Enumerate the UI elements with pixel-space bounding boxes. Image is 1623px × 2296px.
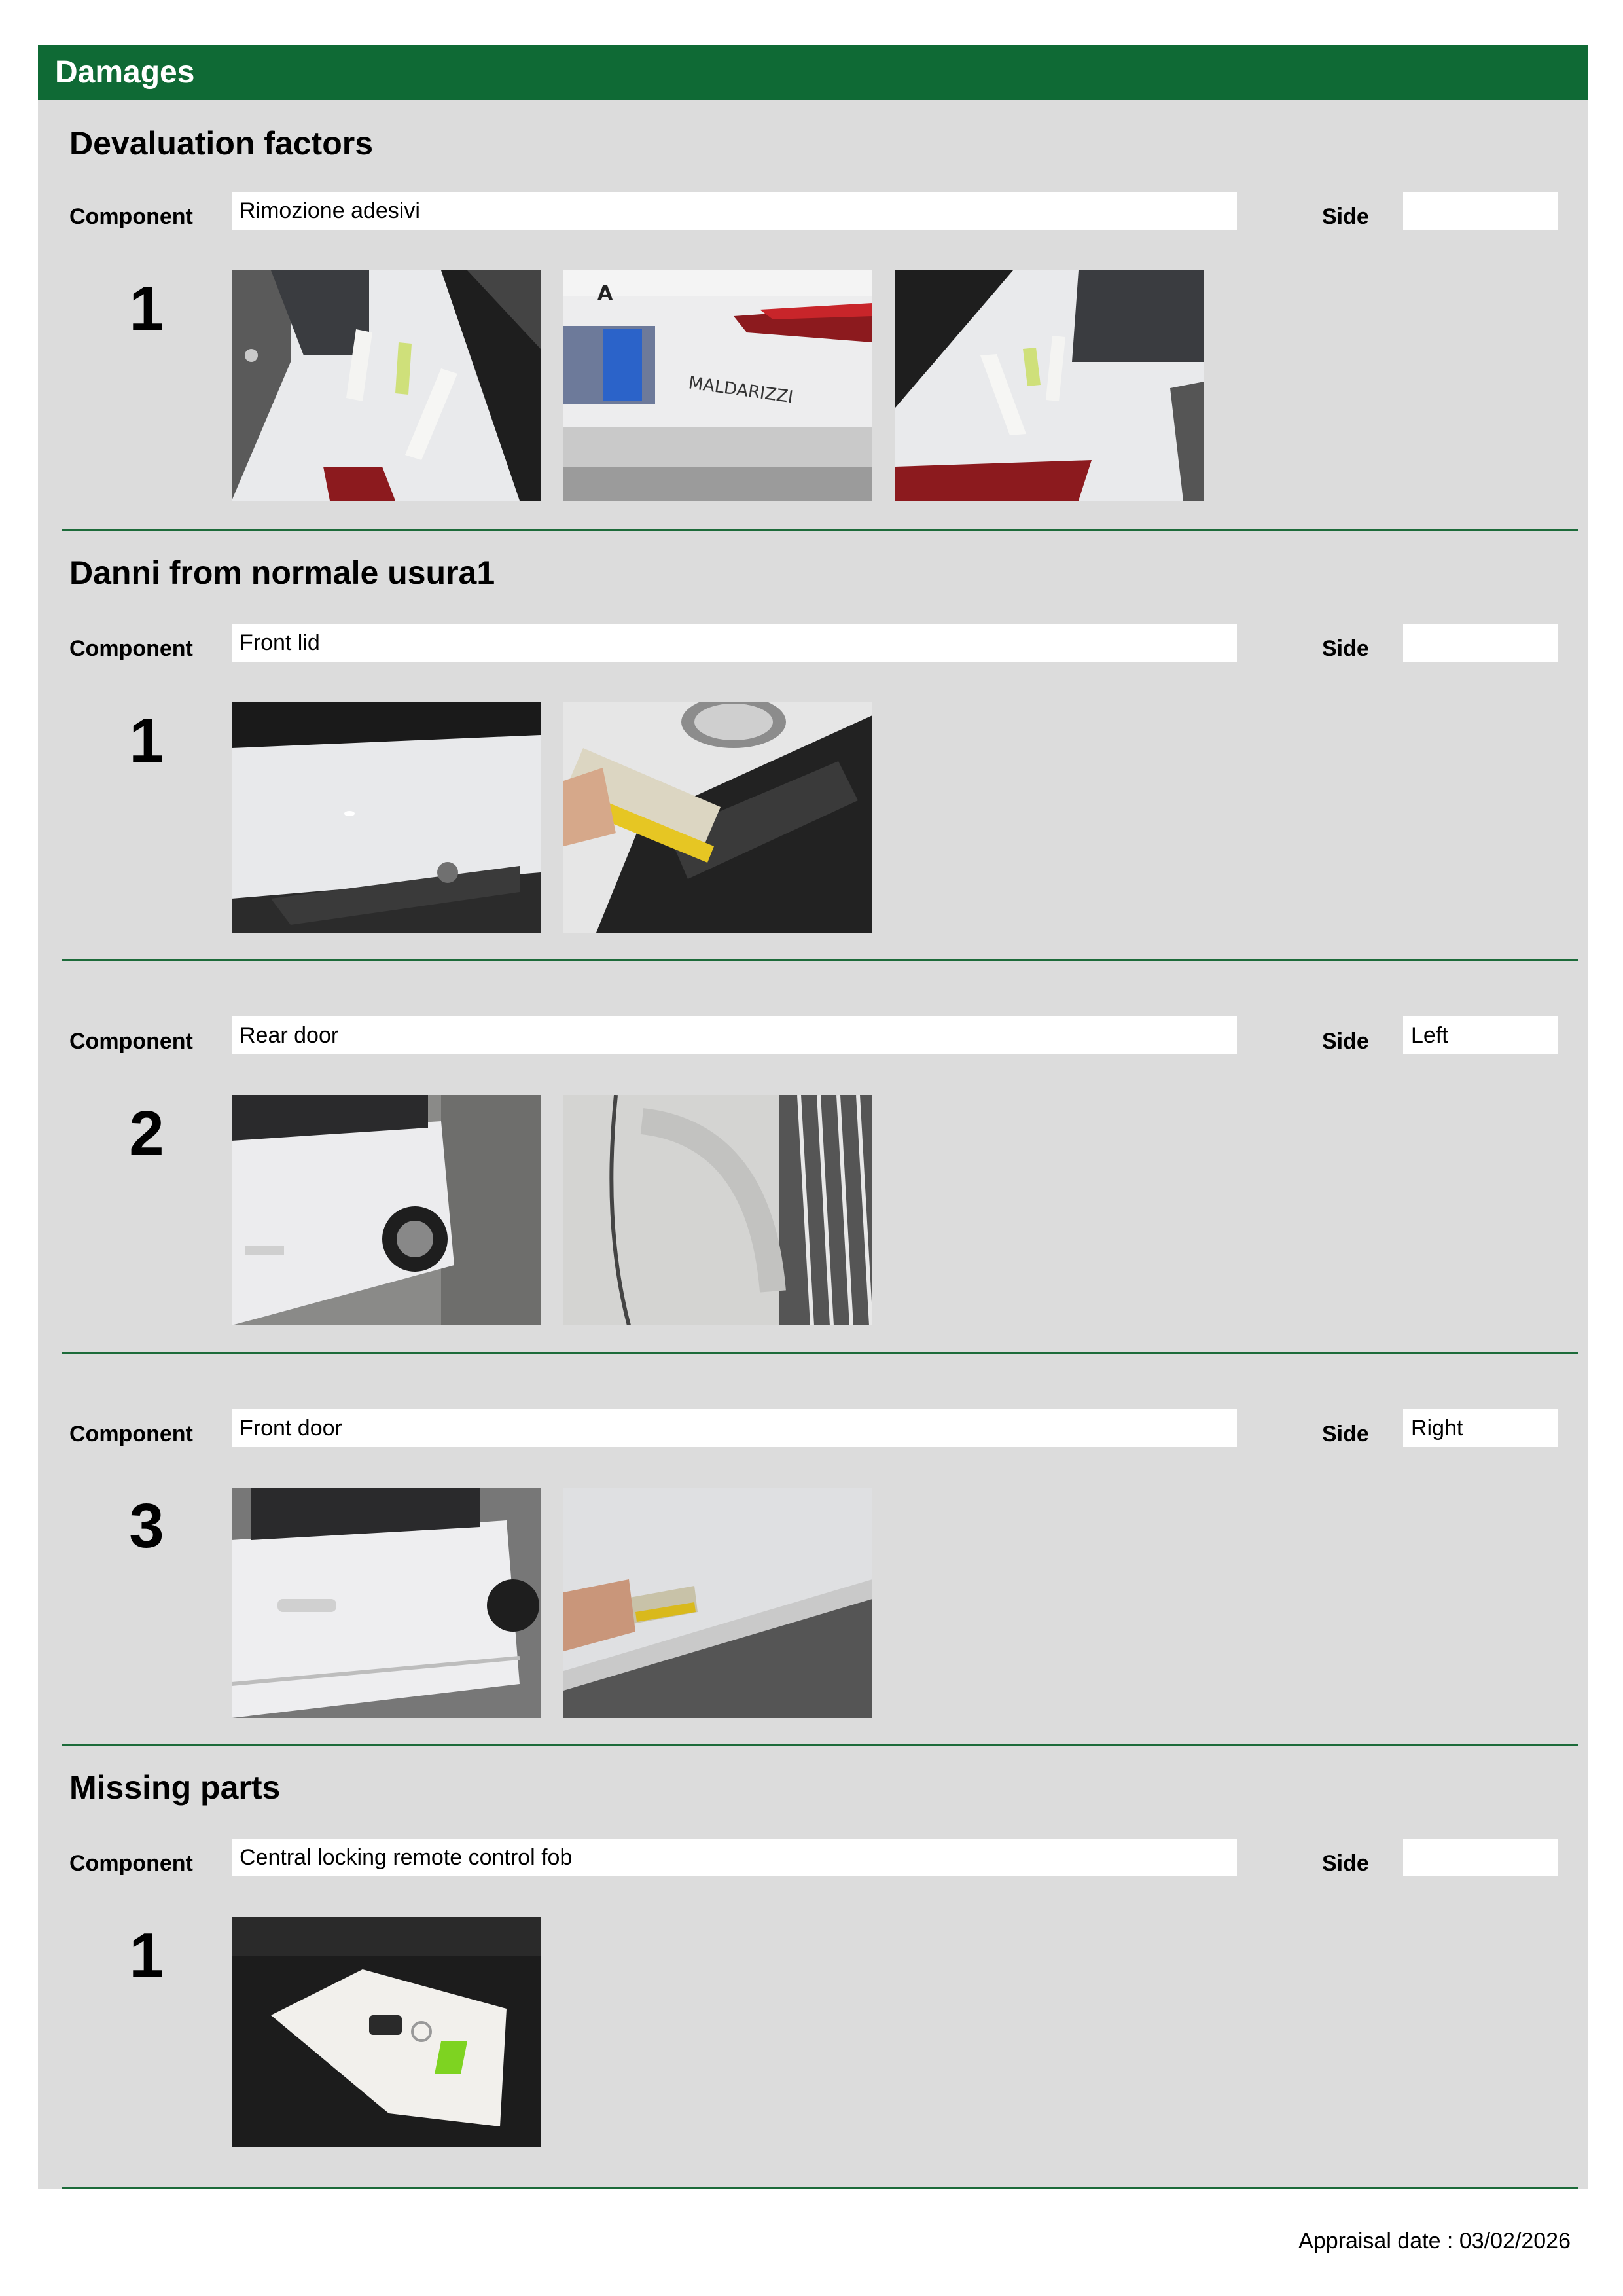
damage-number: 2 (129, 1098, 164, 1168)
component-field: Rimozione adesivi (232, 192, 1237, 230)
tailgate-badge-photo[interactable] (563, 270, 872, 501)
component-field: Front door (232, 1409, 1237, 1447)
damage-number: 3 (129, 1491, 164, 1561)
entry-divider (62, 1352, 1578, 1354)
side-label: Side (1322, 1422, 1369, 1446)
side-label: Side (1322, 1851, 1369, 1876)
side-field (1403, 624, 1558, 662)
damage-number: 1 (129, 274, 164, 344)
front-door-measure-photo[interactable] (563, 1488, 872, 1718)
rear-door-reflection-photo[interactable] (563, 1095, 872, 1325)
damage-number: 1 (129, 1920, 164, 1990)
photo-image (563, 702, 872, 933)
component-field: Rear door (232, 1016, 1237, 1054)
section-header-damages: Damages (38, 45, 1588, 100)
photo-image (563, 270, 872, 501)
front-door-side-photo[interactable] (232, 1488, 541, 1718)
photo-image (232, 1488, 541, 1718)
side-label: Side (1322, 1029, 1369, 1054)
entry-divider (62, 2187, 1578, 2189)
component-label: Component (69, 204, 193, 229)
svg-text:A: A (597, 282, 613, 305)
entry-divider (62, 529, 1578, 531)
entry-divider (62, 1744, 1578, 1746)
component-field: Front lid (232, 624, 1237, 662)
side-field: Left (1403, 1016, 1558, 1054)
side-field (1403, 1839, 1558, 1876)
component-label: Component (69, 1851, 193, 1876)
component-field: Central locking remote control fob (232, 1839, 1237, 1876)
photo-image (232, 702, 541, 933)
photo-image (232, 1095, 541, 1325)
front-grille-measure-photo[interactable] (563, 702, 872, 933)
component-label: Component (69, 1029, 193, 1054)
component-label: Component (69, 636, 193, 661)
section-title-devaluation-factors: Devaluation factors (69, 125, 374, 162)
svg-text:MALDARIZZI: MALDARIZZI (687, 373, 794, 408)
component-label: Component (69, 1422, 193, 1446)
side-label: Side (1322, 636, 1369, 661)
damage-number: 1 (129, 706, 164, 776)
section-title-danni-normale-usura: Danni from normale usura1 (69, 554, 495, 591)
photo-image (563, 1488, 872, 1718)
rear-door-side-photo[interactable] (232, 1095, 541, 1325)
section-title-missing-parts: Missing parts (69, 1769, 281, 1806)
photo-image (563, 1095, 872, 1325)
side-label: Side (1322, 204, 1369, 229)
photo-image (895, 270, 1204, 501)
side-field (1403, 192, 1558, 230)
rear-quarter-stickers-right-photo[interactable] (895, 270, 1204, 501)
damages-panel (38, 100, 1588, 2189)
side-field: Right (1403, 1409, 1558, 1447)
key-fob-photo[interactable] (232, 1917, 541, 2147)
photo-image (232, 1917, 541, 2147)
front-hood-photo[interactable] (232, 702, 541, 933)
photo-image (232, 270, 541, 501)
appraisal-date: Appraisal date : 03/02/2026 (1298, 2229, 1571, 2253)
rear-quarter-stickers-left-photo[interactable] (232, 270, 541, 501)
entry-divider (62, 959, 1578, 961)
